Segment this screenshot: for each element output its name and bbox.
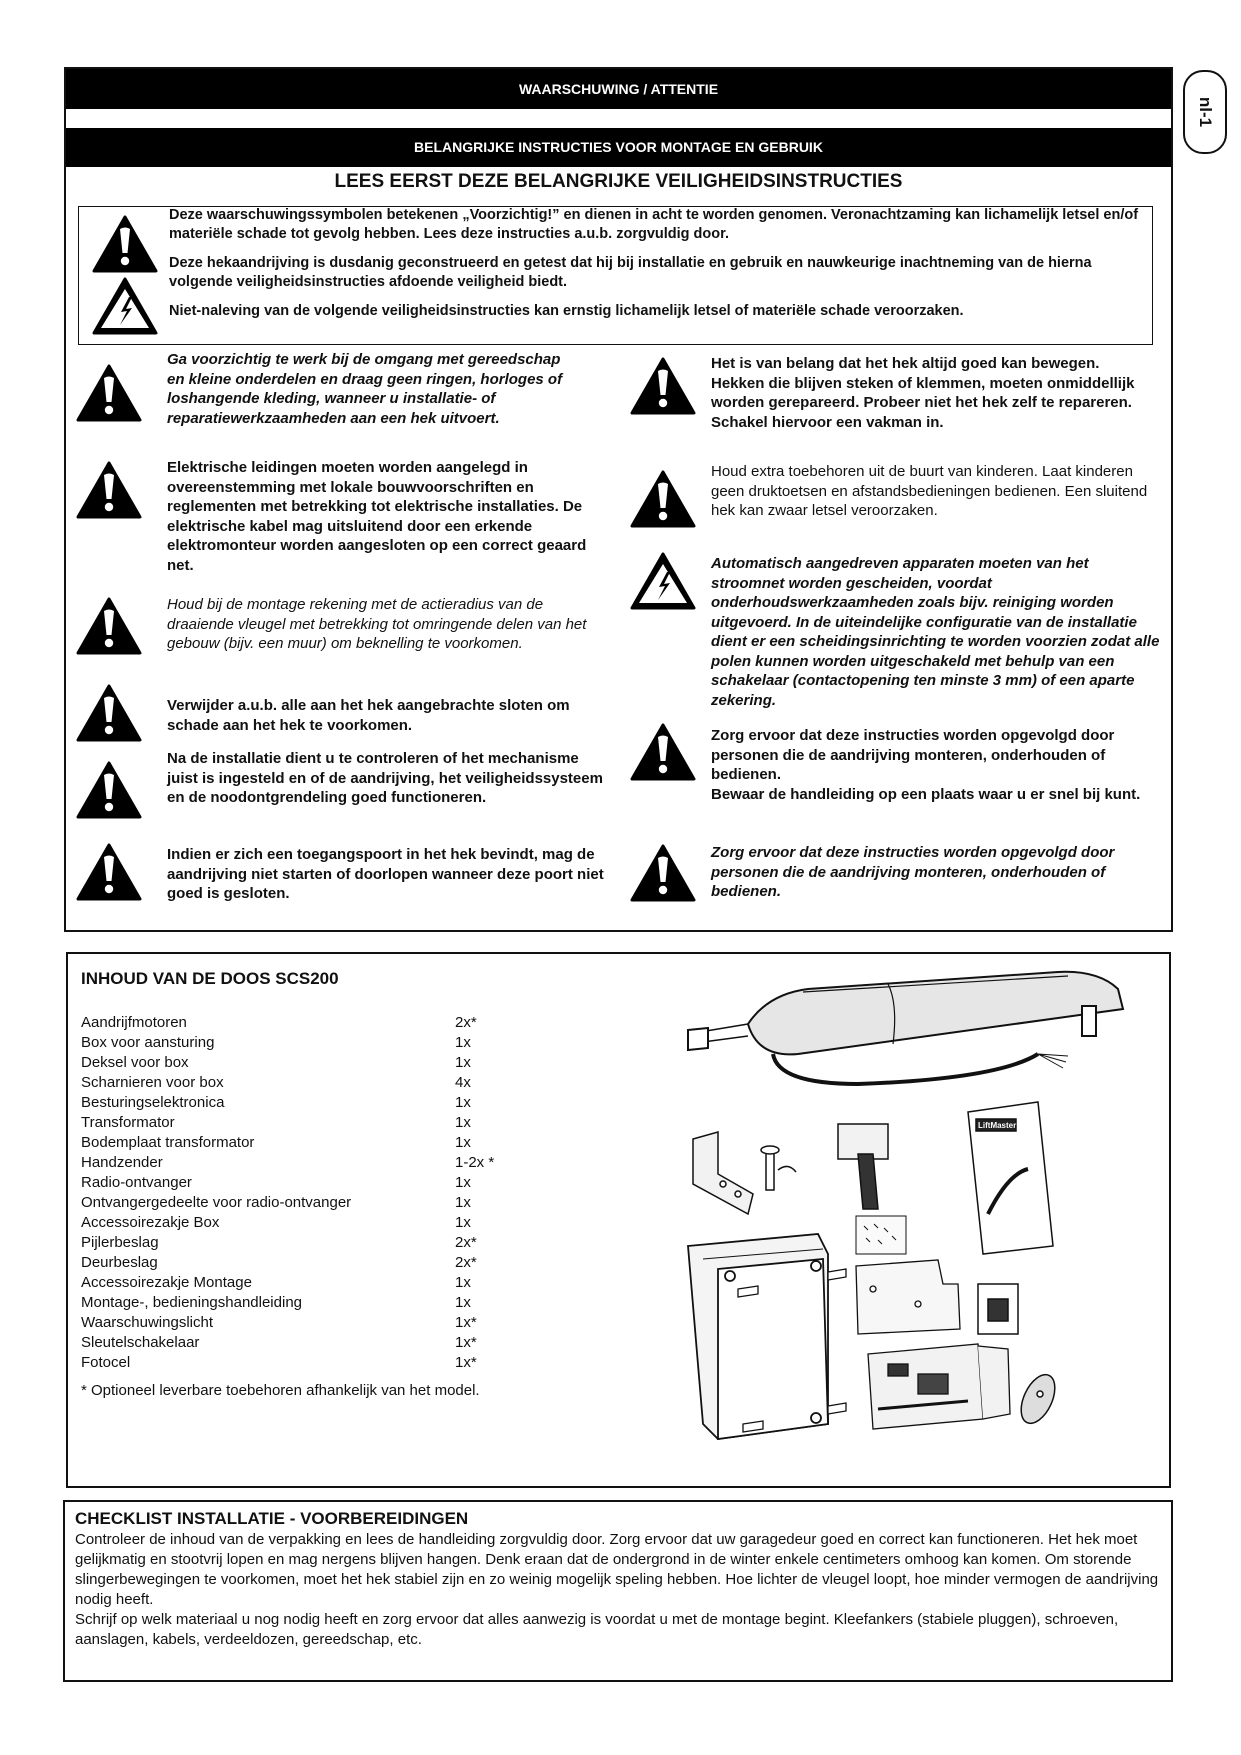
warning-triangle-icon (76, 461, 142, 519)
warning-text: Elektrische leidingen moeten worden aangelegd in overeenstemming met lokale bouwvoorschriften en reglementen met betrekking tot elektrische installaties. De elektrische kabel mag uitsluitend door een erkende elektromonteur worden aangesloten op een correct geaard net. (167, 459, 587, 574)
warning-triangle-icon (630, 470, 696, 528)
warning-text: Houd bij de montage rekening met de actieradius van de draaiende vleugel met betrekking tot omringende delen van het gebouw (bijv. een muur) om beknelling te voorkomen. (167, 596, 587, 652)
list-item: Ontvangergedeelte voor radio-ontvanger (81, 1194, 352, 1211)
intro-paragraph: Niet-naleving van de volgende veiligheidsinstructies kan ernstig lichamelijk letsel of materiële schade veroorzaken. (169, 303, 964, 319)
warning-bar: WAARSCHUWING / ATTENTIE (66, 69, 1171, 109)
warning-text: Zorg ervoor dat deze instructies worden opgevolgd door personen die de aandrijving monteren, onderhouden of bedienen. (711, 727, 1115, 783)
accessory-bag-drawing (856, 1216, 906, 1254)
item-quantity: 1x* (455, 1334, 477, 1351)
manual-brand: LiftMaster (978, 1121, 1017, 1130)
list-item: Radio-ontvanger (81, 1174, 192, 1191)
warning-triangle-icon (92, 215, 158, 273)
item-quantity: 4x (455, 1074, 471, 1091)
safety-section (64, 67, 1173, 932)
optional-note: * Optioneel leverbare toebehoren afhankelijk van het model. (81, 1382, 480, 1399)
list-item: Sleutelschakelaar (81, 1334, 200, 1351)
warning-triangle-icon (630, 844, 696, 902)
box-contents-section (66, 952, 1171, 1488)
item-quantity: 2x* (455, 1234, 477, 1251)
gate-motor-drawing (688, 972, 1123, 1084)
list-item: Handzender (81, 1154, 163, 1171)
list-item: Bodemplaat transformator (81, 1134, 255, 1151)
gate-bracket-drawing (838, 1124, 888, 1209)
electric-hazard-icon (92, 277, 158, 335)
pillar-bracket-drawing (693, 1132, 753, 1214)
item-quantity: 2x* (455, 1014, 477, 1031)
item-quantity: 1-2x * (455, 1154, 495, 1171)
item-quantity: 1x* (455, 1314, 477, 1331)
item-quantity: 2x* (455, 1254, 477, 1271)
warning-triangle-icon (76, 843, 142, 901)
transformer-drawing (978, 1284, 1018, 1334)
item-quantity: 1x (455, 1114, 471, 1131)
intro-paragraph: Deze hekaandrijving is dusdanig geconstrueerd en getest dat hij bij installatie en gebruik en nauwkeurige inachtneming van de hierna volgende veiligheidsinstructies afdoende veiligheid biedt. (169, 255, 1092, 290)
control-box-drawing (688, 1234, 828, 1439)
list-item: Waarschuwingslicht (81, 1314, 213, 1331)
intro-paragraph: Deze waarschuwingssymbolen betekenen „Voorzichtig!” en dienen in acht te worden genomen. Veronachtzaming kan lichamelijk letsel en/of materiële schade tot gevolg hebben. Lees deze instructies a.u.b. zorgvuldig door. (169, 207, 1139, 242)
warning-text: Ga voorzichtig te werk bij de omgang met gereedschap en kleine onderdelen en draag geen ringen, horloges of loshangende kleding, wanneer u installatie- of reparatiewerkzaamheden aan een hek uitvoert. (167, 351, 563, 427)
warning-text: Indien er zich een toegangspoort in het hek bevindt, mag de aandrijving niet starten of doorlopen wanneer deze poort niet goed is gesloten. (167, 846, 604, 902)
page-number: nl-1 (1196, 96, 1215, 128)
item-quantity: 1x (455, 1094, 471, 1111)
list-item: Accessoirezakje Box (81, 1214, 220, 1231)
contents-title: INHOUD VAN DE DOOS SCS200 (81, 969, 339, 988)
warning-triangle-icon (630, 723, 696, 781)
warning-triangle-icon (76, 597, 142, 655)
list-item: Besturingselektronica (81, 1094, 225, 1111)
warning-text: Verwijder a.u.b. alle aan het hek aangebrachte sloten om schade aan het hek te voorkomen. (167, 697, 570, 734)
list-item: Box voor aansturing (81, 1034, 215, 1051)
intro-box (78, 206, 1153, 345)
warning-triangle-icon (630, 357, 696, 415)
control-board-drawing (868, 1344, 1010, 1429)
item-quantity: 1x (455, 1174, 471, 1191)
warning-text: Automatisch aangedreven apparaten moeten van het stroomnet worden gescheiden, voordat onderhoudswerkzaamheden zoals bijv. reiniging worden uitgevoerd. In de uiteindelijke configuratie van de installatie dient er een scheidingsinrichting te worden voorzien zodat alle polen kunnen worden uitgeschakeld met behulp van een schakelaar (contactopening ten minste 3 mm) of een aparte zekering. (711, 555, 1160, 709)
item-quantity: 1x (455, 1274, 471, 1291)
manual-drawing (968, 1102, 1053, 1254)
warning-text: Houd extra toebehoren uit de buurt van kinderen. Laat kinderen geen druktoetsen en afstandsbedieningen bedienen. Een sluitend hek kan zwaar letsel veroorzaken. (711, 463, 1148, 519)
warning-text: Zorg ervoor dat deze instructies worden opgevolgd door personen die de aandrijving monteren, onderhouden of bedienen. (711, 844, 1115, 900)
list-item: Fotocel (81, 1354, 131, 1371)
list-item: Aandrijfmotoren (81, 1014, 187, 1031)
checklist-section (63, 1500, 1173, 1682)
item-quantity: 1x* (455, 1354, 477, 1371)
warning-text: Bewaar de handleiding op een plaats waar u er snel bij kunt. (711, 786, 1141, 803)
page-number-tab (1183, 70, 1227, 154)
item-quantity: 1x (455, 1194, 471, 1211)
warning-triangle-icon (76, 364, 142, 422)
checklist-paragraph: Schrijf op welk materiaal u nog nodig heeft en zorg ervoor dat alles aanwezig is voordat u met de montage begint. Kleefankers (stabiele pluggen), schroeven, aanslagen, kabels, verdeeldozen, gereedschap, etc. (75, 1611, 1119, 1648)
item-quantity: 1x (455, 1214, 471, 1231)
checklist-paragraph: Controleer de inhoud van de verpakking en lees de handleiding zorgvuldig door. Zorg ervoor dat uw garagedeur goed en correct kan functioneren. Het hek moet gelijkmatig en stootvrij lopen en mag nergens blijven hangen. Denk eraan dat de ondergrond in de winter enkele centimeters omhoog kan komen. Om storende slingerbewegingen te voorkomen, moet het hek stabiel zijn en zo weinig mogelijk speling hebben. Hoe lichter de vleugel loopt, hoe minder vermogen de aandrijving nodig heeft. (75, 1531, 1159, 1608)
remote-control-drawing (1014, 1370, 1061, 1429)
list-item: Deurbeslag (81, 1254, 158, 1271)
item-quantity: 1x (455, 1134, 471, 1151)
list-item: Accessoirezakje Montage (81, 1274, 252, 1291)
list-item: Montage-, bedieningshandleiding (81, 1294, 303, 1311)
pin-drawing (761, 1146, 796, 1190)
electric-hazard-icon (630, 552, 696, 610)
item-quantity: 1x (455, 1294, 471, 1311)
instructions-bar: BELANGRIJKE INSTRUCTIES VOOR MONTAGE EN GEBRUIK (66, 128, 1171, 167)
item-quantity: 1x (455, 1054, 471, 1071)
transformer-plate-drawing (856, 1260, 960, 1334)
list-item: Deksel voor box (81, 1054, 189, 1071)
warning-text: Het is van belang dat het hek altijd goed kan bewegen. Hekken die blijven steken of klemmen, moeten onmiddellijk worden gerepareerd. Probeer niet het hek zelf te repareren. Schakel hiervoor een vakman in. (711, 355, 1135, 431)
item-quantity: 1x (455, 1034, 471, 1051)
list-item: Pijlerbeslag (81, 1234, 159, 1251)
list-item: Transformator (81, 1114, 175, 1131)
warning-triangle-icon (76, 761, 142, 819)
checklist-title: CHECKLIST INSTALLATIE - VOORBEREIDINGEN (75, 1509, 469, 1528)
warning-triangle-icon (76, 684, 142, 742)
list-item: Scharnieren voor box (81, 1074, 224, 1091)
main-title: LEES EERST DEZE BELANGRIJKE VEILIGHEIDSINSTRUCTIES (334, 171, 903, 192)
warning-text: Na de installatie dient u te controleren of het mechanisme juist is ingesteld en of de aandrijving, het veiligheidssysteem en de noodontgrendeling goed functioneren. (167, 750, 603, 806)
box-contents-illustration (678, 954, 1168, 1484)
